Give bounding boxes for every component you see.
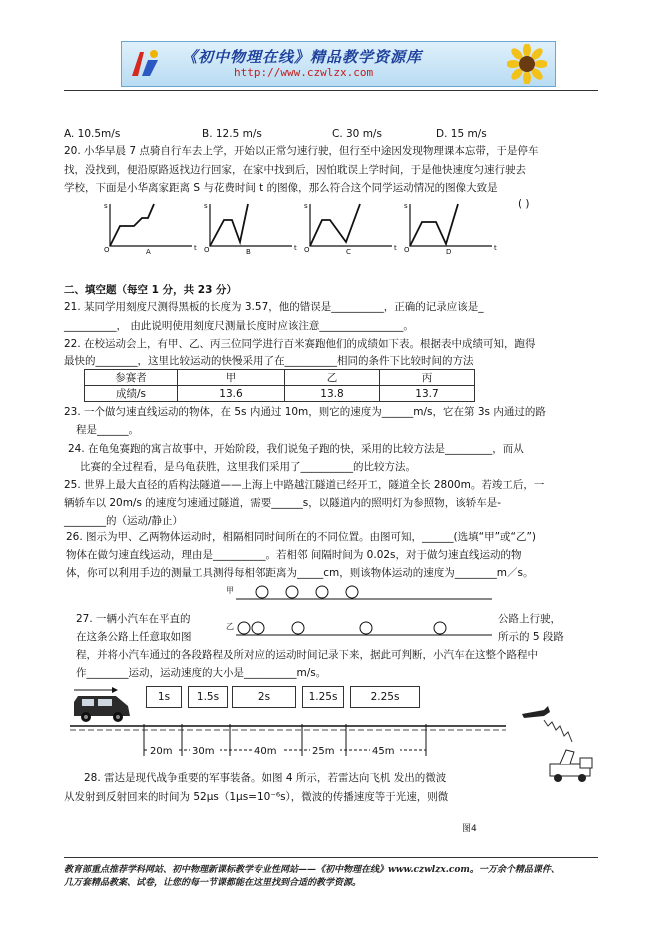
table-row (85, 386, 475, 402)
graph-b-origin: O (204, 246, 210, 254)
footer-line1: 教育部重点推荐学科网站、初中物理新课标教学专业性网站——《初中物理在线》www.czwlzx.com。一万余个精品课件、 (64, 865, 560, 875)
time-box-2: 1.5s (188, 686, 228, 708)
graph-a-s-label: s (104, 202, 108, 210)
graph-d-curve (410, 204, 458, 246)
table-header: 乙 (285, 370, 380, 386)
dist-label-5: 45m (372, 746, 395, 757)
time-box-4: 1.25s (302, 686, 344, 708)
q27-line1b: 公路上行驶， (498, 613, 561, 625)
header-rule (64, 90, 598, 91)
q26-line1: 26. 图示为甲、乙两物体运动时，相隔相同时间所在的不同位置。由图可知，______(选填“甲”或“乙”) (66, 531, 536, 543)
arrow-icon (74, 686, 118, 694)
q27-line4: 作________运动，运动速度的大小是__________m/s。 (76, 667, 327, 679)
q20-answer-bracket: ( ) (518, 198, 530, 210)
graph-d-t-label: t (494, 244, 497, 252)
table-header: 参赛者 (85, 370, 178, 386)
q27-line2a: 在这条公路上任意取如图 (76, 631, 192, 643)
ball-yi (238, 622, 250, 634)
q21-line1: 21. 某同学用刻度尺测得黑板的长度为 3.57，他的错误是__________，正确的记录应该是_ (64, 301, 484, 313)
ball-jia (256, 586, 268, 598)
ball-yi (434, 622, 446, 634)
graph-c-axes (310, 204, 392, 246)
q23-line2: 程是______。 (76, 424, 139, 436)
q24-line1: 24. 在龟兔赛跑的寓言故事中，开始阶段，我们说兔子跑的快，采用的比较方法是_________，而从 (68, 443, 524, 455)
q27-line2b: 所示的 5 段路 (498, 631, 564, 643)
microwave-signal-icon (544, 720, 572, 742)
time-box-3: 2s (232, 686, 296, 708)
ball-jia (316, 586, 328, 598)
ball-yi (360, 622, 372, 634)
sunflower-icon (507, 44, 547, 84)
time-box-5: 2.25s (350, 686, 420, 708)
table-header: 甲 (178, 370, 285, 386)
figure-4-caption: 图4 (462, 824, 477, 834)
dist-label-1: 20m (150, 746, 173, 757)
radar-figure (518, 702, 598, 786)
airplane-icon (522, 706, 550, 718)
q26-line3: 体，你可以利用手边的测量工具测得每相邻距离为_____cm，则该物体运动的速度为________m／s。 (66, 567, 534, 579)
graph-b-s-label: s (204, 202, 208, 210)
option-c: C. 30 m/s (332, 128, 382, 140)
q20-line3: 学校，下面是小华离家距离 S 与花费时间 t 的图像，那么符合这个同学运动情况的图像大致是 (64, 182, 498, 194)
table-cell: 13.6 (178, 386, 285, 402)
option-d: D. 15 m/s (436, 128, 487, 140)
q23-line1: 23. 一个做匀速直线运动的物体，在 5s 内通过 10m，则它的速度为______m/s，它在第 3s 内通过的路 (64, 406, 546, 418)
graph-c-curve (310, 204, 360, 246)
label-yi: 乙 (226, 622, 234, 631)
graph-a-curve (110, 204, 154, 246)
q27-line3: 程，并将小汽车通过的各段路程及所对应的运动时间记录下来，据此可判断，小汽车在这整个路程中 (76, 649, 538, 661)
q20-line1: 20. 小华早晨 7 点骑自行车去上学，开始以正常匀速行驶，但行至中途因发现物理课本忘带，于是停车 (64, 145, 539, 157)
ball-jia (346, 586, 358, 598)
q28-line1: 28. 雷达是现代战争重要的军事装备。如图 4 所示，若雷达向飞机 发出的微波 (84, 772, 447, 784)
graph-d-label: D (446, 248, 452, 256)
label-jia: 甲 (226, 586, 234, 595)
radar-truck-icon (550, 750, 592, 782)
graph-c-origin: O (304, 246, 310, 254)
section-title: 二、填空题（每空 1 分，共 23 分） (64, 284, 238, 296)
q22-line2: 最快的________，这里比较运动的快慢采用了在__________相同的条件下比较时间的方法 (64, 355, 474, 367)
graph-a-label: A (146, 248, 151, 256)
q20-line2: 找，没找到，便沿原路返找边行回家，在家中找到后，因怕耽误上学时间，于是他快速度匀速行驶去 (64, 164, 526, 176)
q25-line3: ________的（运动/静止） (64, 515, 184, 527)
logo-icon (128, 48, 162, 80)
graph-d-s-label: s (404, 202, 408, 210)
dist-label-3: 40m (254, 746, 277, 757)
graph-d-origin: O (404, 246, 410, 254)
option-b: B. 12.5 m/s (202, 128, 262, 140)
footer-rule (64, 857, 598, 858)
banner-title: 《初中物理在线》精品教学资源库 (182, 48, 423, 66)
q20-graphs (100, 200, 500, 256)
ball-yi (252, 622, 264, 634)
dist-label-4: 25m (312, 746, 335, 757)
ball-jia (286, 586, 298, 598)
graph-a-origin: O (104, 246, 110, 254)
road-figure (70, 720, 510, 760)
q22-line1: 22. 在校运动会上，有甲、乙、丙三位同学进行百米赛跑他们的成绩如下表。根据表中成绩可知，跑得 (64, 338, 536, 350)
q24-line2: 比赛的全过程看，是乌龟获胜，这里我们采用了__________的比较方法。 (80, 461, 416, 473)
graph-c-s-label: s (304, 202, 308, 210)
q25-line1: 25. 世界上最大直径的盾构法隧道——上海上中路越江隧道已经开工，隧道全长 2800m。若竣工后，一 (64, 479, 545, 491)
table-header-row (85, 370, 475, 386)
q27-line1a: 27. 一辆小汽车在平直的 (76, 613, 191, 625)
graph-b-t-label: t (294, 244, 297, 252)
time-box-1: 1s (146, 686, 182, 708)
q26-line2: 物体在做匀速直线运动，理由是__________。若相邻 间隔时间为 0.02s，对于做匀速直线运动的物 (66, 549, 522, 561)
graph-b-curve (210, 204, 248, 246)
results-table (84, 369, 475, 402)
header-banner (121, 41, 556, 87)
graph-c-t-label: t (394, 244, 397, 252)
dist-label-2: 30m (192, 746, 215, 757)
q25-line2: 辆轿车以 20m/s 的速度匀速通过隧道，需要______s，以隧道内的照明灯为参照物，该轿车是- (64, 497, 502, 509)
table-cell: 13.7 (380, 386, 475, 402)
graph-b-label: B (246, 248, 251, 256)
graph-c-label: C (346, 248, 351, 256)
q28-line2: 从发射到反射回来的时间为 52μs（1μs=10⁻⁶s），微波的传播速度等于光速，则微 (64, 791, 449, 803)
table-cell: 成绩/s (85, 386, 178, 402)
balls-figure (224, 585, 496, 641)
table-cell: 13.8 (285, 386, 380, 402)
banner-url[interactable]: http://www.czwlzx.com (234, 66, 374, 79)
q21-line2: __________， 由此说明使用刻度尺测量长度时应该注意________________。 (64, 320, 414, 332)
graph-a-t-label: t (194, 244, 197, 252)
footer-line2: 几万套精品教案、试卷，让您的每一节课都能在这里找到合适的教学资源。 (64, 878, 362, 888)
ball-yi (292, 622, 304, 634)
table-header: 丙 (380, 370, 475, 386)
option-a: A. 10.5m/s (64, 128, 121, 140)
